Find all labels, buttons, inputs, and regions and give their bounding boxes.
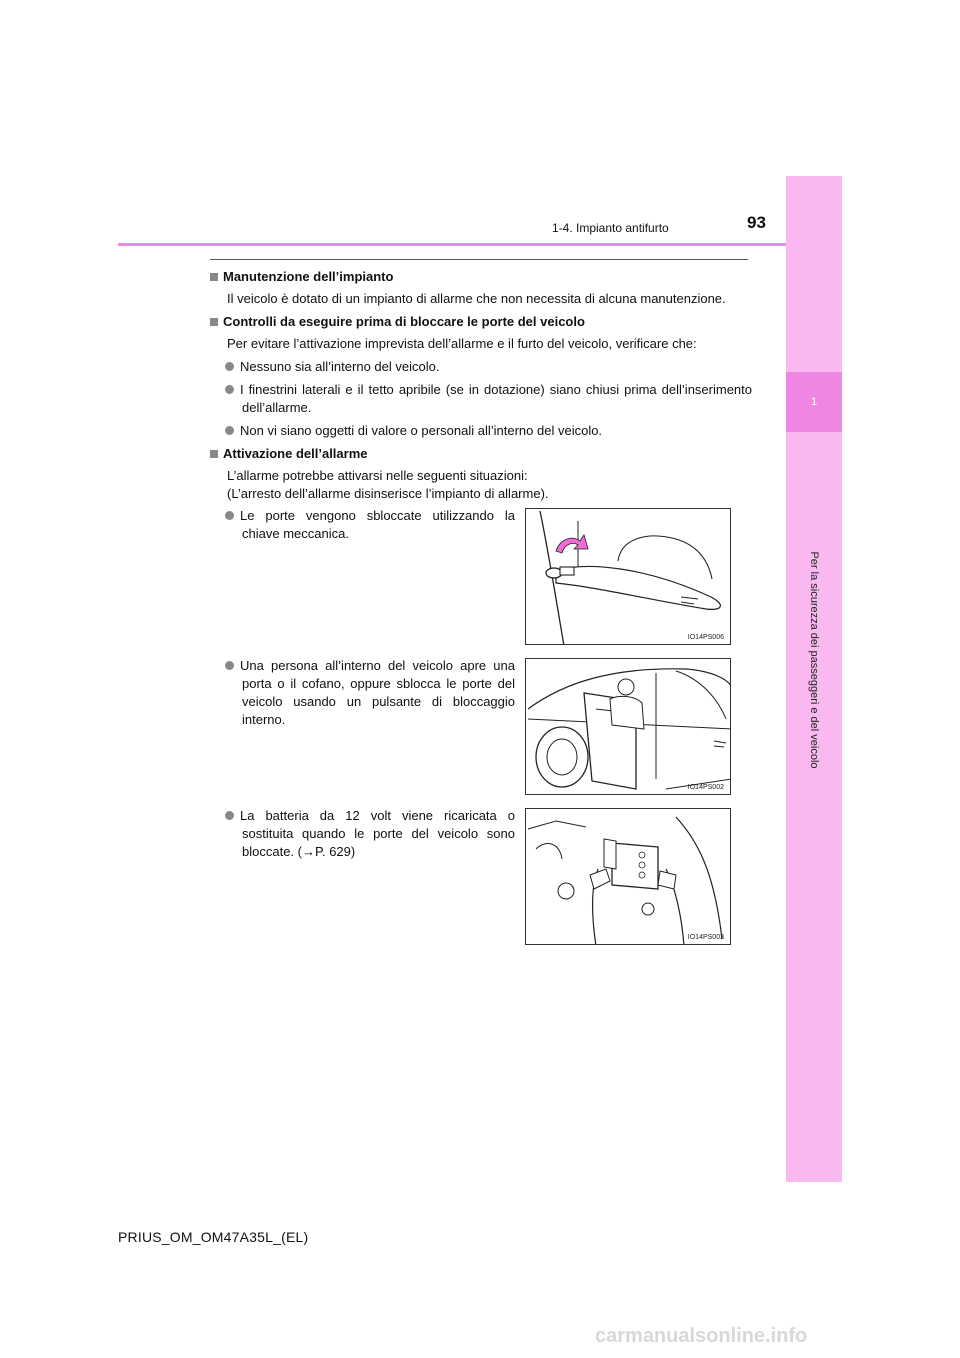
section-heading: Attivazione dell’allarme [210, 445, 368, 463]
list-item: Le porte vengono sbloccate utilizzando la chiave meccanica. [225, 507, 515, 543]
figure-car-open-door [525, 658, 731, 795]
page-number: 93 [747, 213, 766, 232]
chapter-number: 1 [810, 396, 818, 408]
document-code: PRIUS_OM_OM47A35L_(EL) [118, 1229, 309, 1245]
round-bullet-icon [225, 362, 234, 371]
round-bullet-icon [225, 511, 234, 520]
figure-code: IO14PS003 [687, 934, 724, 941]
figure-code: IO14PS006 [687, 634, 724, 641]
section-body: Per evitare l’attivazione imprevista dell’allarme e il furto del veicolo, verificare che: [227, 336, 697, 351]
header-rule [118, 243, 786, 246]
door-key-lock-illustration-icon [526, 509, 731, 645]
section-body: Il veicolo è dotato di un impianto di allarme che non necessita di alcuna manutenzione. [227, 291, 726, 306]
section-body-line: (L’arresto dell’allarme disinserisce l’impianto di allarme). [227, 486, 549, 501]
square-bullet-icon [210, 318, 218, 326]
section-body-line: L’allarme potrebbe attivarsi nelle seguenti situazioni: [227, 468, 528, 483]
list-item: Non vi siano oggetti di valore o personali all’interno del veicolo. [225, 422, 750, 440]
round-bullet-icon [225, 661, 234, 670]
list-item: I finestrini laterali e il tetto apribile (se in dotazione) siano chiusi prima dell’inserimento dell’allarme. [225, 381, 752, 417]
section-heading: Controlli da eseguire prima di bloccare le porte del veicolo [210, 313, 585, 331]
figure-code: IO14PS002 [687, 784, 724, 791]
section-title: 1-4. Impianto antifurto [552, 221, 669, 235]
figure-door-key [525, 508, 731, 645]
round-bullet-icon [225, 426, 234, 435]
list-item: Nessuno sia all’interno del veicolo. [225, 358, 750, 376]
car-open-door-alarm-illustration-icon [526, 659, 731, 795]
list-item: La batteria da 12 volt viene ricaricata o sostituita quando le porte del veicolo sono bloccate. (→P. 629) [225, 807, 515, 861]
figure-battery [525, 808, 731, 945]
round-bullet-icon [225, 385, 234, 394]
chapter-title: Per la sicurezza dei passeggeri e del veicolo [808, 551, 820, 769]
watermark: carmanualsonline.info [595, 1325, 808, 1347]
list-item: Una persona all’interno del veicolo apre una porta o il cofano, oppure sblocca le porte del veicolo usando un pulsante di bloccaggio interno. [225, 657, 515, 729]
section-heading: Manutenzione dell’impianto [210, 268, 393, 286]
round-bullet-icon [225, 811, 234, 820]
square-bullet-icon [210, 273, 218, 281]
square-bullet-icon [210, 450, 218, 458]
content-rule [210, 259, 748, 260]
battery-replacement-illustration-icon [526, 809, 731, 945]
